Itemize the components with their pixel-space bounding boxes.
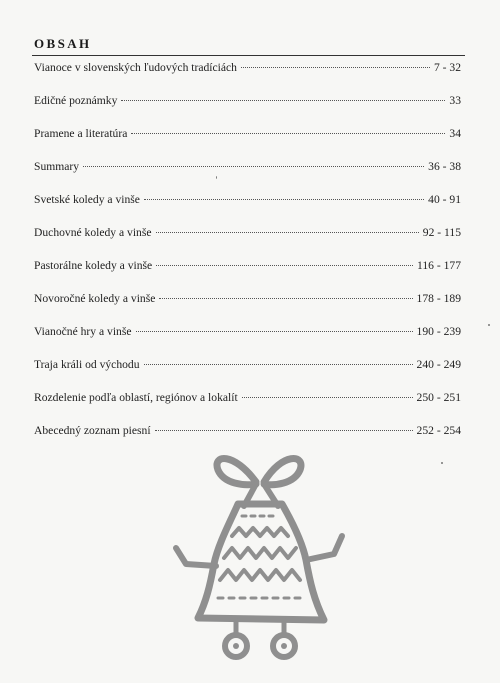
- toc-entry-title: Edičné poznámky: [34, 94, 118, 107]
- bell-with-bow-icon: [172, 448, 347, 666]
- toc-entry[interactable]: [34, 421, 461, 441]
- page-title: OBSAH: [34, 36, 92, 51]
- toc-entry-title: Pramene a literatúra: [34, 127, 128, 140]
- dot-leader: [121, 99, 445, 101]
- toc-entry[interactable]: [34, 124, 461, 144]
- toc-entry-pages: 40 - 91: [428, 193, 461, 206]
- toc-entry-title: Pastorálne koledy a vinše: [34, 259, 153, 272]
- toc-entry-pages: 34: [449, 127, 461, 140]
- toc-entry[interactable]: [34, 289, 461, 309]
- toc-entry-pages: 116 - 177: [416, 259, 461, 272]
- toc-entry[interactable]: [34, 223, 461, 243]
- toc-entry-title: Svetské koledy a vinše: [34, 193, 140, 206]
- dot-leader: [155, 429, 413, 431]
- toc-entry[interactable]: [34, 58, 461, 78]
- toc-entry-title: Summary: [34, 160, 80, 173]
- toc-entry-title: Vianoce v slovenských ľudových tradíciách: [34, 61, 237, 74]
- dot-leader: [83, 165, 424, 167]
- dot-leader: [242, 396, 413, 398]
- dot-leader: [131, 132, 445, 134]
- toc-entry[interactable]: [34, 91, 461, 111]
- paper-speck: [441, 462, 443, 464]
- dot-leader: [241, 66, 430, 68]
- toc-entry-pages: 178 - 189: [416, 292, 461, 305]
- toc-entry-title: Traja králi od východu: [34, 358, 140, 371]
- dot-leader: [159, 297, 412, 299]
- dot-leader: [136, 330, 413, 332]
- toc-entry[interactable]: [34, 388, 461, 408]
- toc-entry[interactable]: [34, 355, 461, 375]
- toc-entry[interactable]: [34, 322, 461, 342]
- paper-speck: [216, 176, 217, 179]
- toc-entry-title: Novoročné koledy a vinše: [34, 292, 156, 305]
- dot-leader: [156, 264, 413, 266]
- toc-entry-pages: 190 - 239: [416, 325, 461, 338]
- toc-entry-title: Vianočné hry a vinše: [34, 325, 132, 338]
- dot-leader: [144, 198, 424, 200]
- toc-entry-title: Rozdelenie podľa oblastí, regiónov a lokalít: [34, 391, 238, 404]
- toc-entry-pages: 240 - 249: [416, 358, 461, 371]
- toc-entry-pages: 92 - 115: [422, 226, 461, 239]
- heading-rule: [32, 55, 465, 56]
- toc-entry-title: Abecedný zoznam piesní: [34, 424, 151, 437]
- toc-entry-pages: 7 - 32: [433, 61, 461, 74]
- bell-ornament: [172, 448, 347, 666]
- toc-entry[interactable]: [34, 190, 461, 210]
- dot-leader: [156, 231, 419, 233]
- dot-leader: [144, 363, 413, 365]
- toc-entry-pages: 33: [449, 94, 461, 107]
- toc-entry[interactable]: [34, 256, 461, 276]
- toc-entry-pages: 250 - 251: [416, 391, 461, 404]
- paper-speck: [488, 324, 490, 326]
- toc-entry[interactable]: [34, 157, 461, 177]
- toc-entry-title: Duchovné koledy a vinše: [34, 226, 152, 239]
- toc-entry-pages: 252 - 254: [416, 424, 461, 437]
- toc-entry-pages: 36 - 38: [428, 160, 461, 173]
